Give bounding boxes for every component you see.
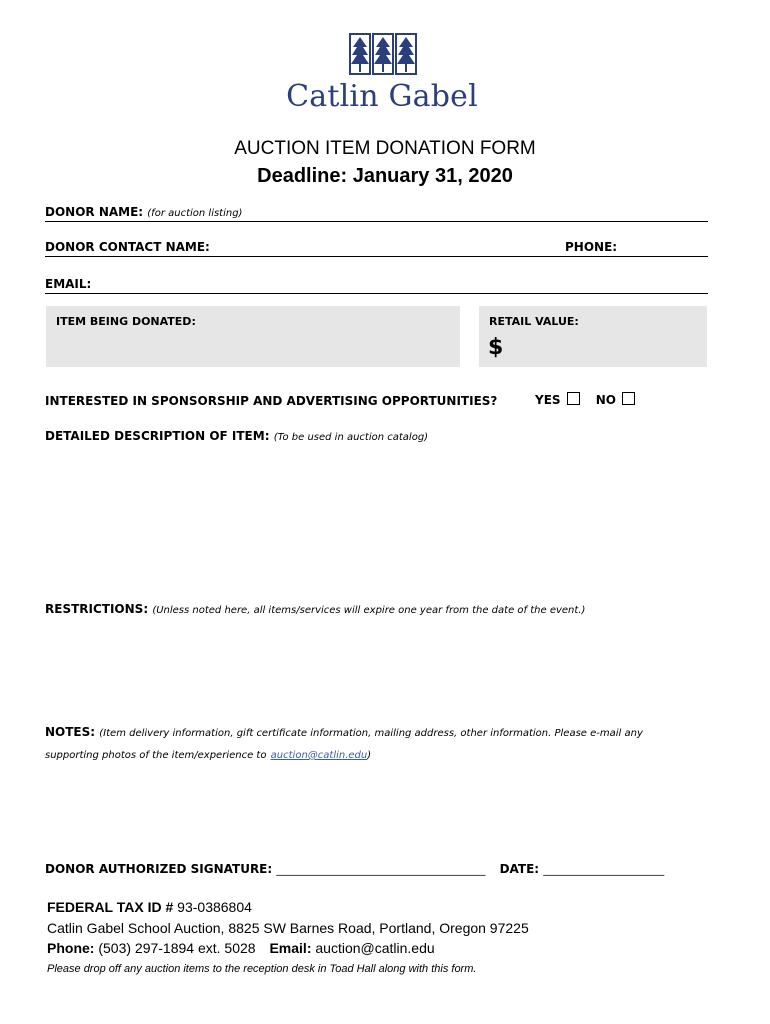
three-trees-icon xyxy=(349,33,417,75)
description-hint: (To be used in auction catalog) xyxy=(273,432,429,443)
description-field[interactable] xyxy=(45,429,428,443)
restrictions-field[interactable] xyxy=(45,602,585,616)
no-label: NO xyxy=(595,393,616,407)
dropoff-note: Please drop off any auction items to the reception desk in Toad Hall along with this form. xyxy=(47,963,477,975)
yes-checkbox[interactable] xyxy=(567,392,580,405)
tax-id-label: FEDERAL TAX ID # xyxy=(47,899,174,915)
tax-id: 93-0386804 xyxy=(177,899,252,915)
no-checkbox[interactable] xyxy=(622,392,635,405)
restrictions-label: RESTRICTIONS: xyxy=(45,602,149,616)
logo-wordmark: Catlin Gabel xyxy=(286,79,478,114)
item-donated-box[interactable] xyxy=(46,306,460,367)
notes-hint-line1: (Item delivery information, gift certificate information, mailing address, other information. Please e-mail any xyxy=(99,728,643,739)
dollar-sign: $ xyxy=(488,335,504,360)
signature-blank[interactable]: ______________________________________ xyxy=(276,863,486,876)
sponsorship-options xyxy=(535,392,635,407)
notes-field[interactable] xyxy=(45,722,735,766)
retail-value-box[interactable] xyxy=(479,306,707,367)
phone-info-label: Phone: xyxy=(47,940,95,956)
date-blank[interactable]: ______________________ xyxy=(543,863,665,876)
notes-hint-line2: supporting photos of the item/experience to xyxy=(45,750,267,761)
donor-name-line xyxy=(45,221,708,222)
email-info[interactable]: auction@catlin.edu xyxy=(315,940,435,956)
tax-id-line xyxy=(47,899,252,915)
phone-info: (503) 297-1894 ext. 5028 xyxy=(98,940,256,956)
donor-name-label: DONOR NAME: xyxy=(45,205,144,219)
retail-value-label: RETAIL VALUE: xyxy=(489,315,579,328)
signature-row xyxy=(45,862,664,876)
email-label[interactable]: EMAIL: xyxy=(45,277,92,291)
school-address: Catlin Gabel School Auction, 8825 SW Barnes Road, Portland, Oregon 97225 xyxy=(47,920,529,936)
phone-label[interactable]: PHONE: xyxy=(565,240,618,254)
notes-close-paren: ) xyxy=(367,750,372,761)
notes-email-link[interactable]: auction@catlin.edu xyxy=(270,750,368,761)
contact-line xyxy=(45,256,708,257)
contact-name-label[interactable]: DONOR CONTACT NAME: xyxy=(45,240,210,254)
yes-label: YES xyxy=(535,393,561,407)
form-title: AUCTION ITEM DONATION FORM xyxy=(234,138,536,159)
deadline: Deadline: January 31, 2020 xyxy=(257,165,513,187)
email-line xyxy=(45,293,708,294)
contact-line-info xyxy=(47,940,435,956)
sponsorship-question: INTERESTED IN SPONSORSHIP AND ADVERTISING OPPORTUNITIES? xyxy=(45,394,498,408)
email-info-label: Email: xyxy=(269,940,312,956)
restrictions-hint: (Unless noted here, all items/services will expire one year from the date of the event.) xyxy=(152,605,586,616)
donor-name-field[interactable] xyxy=(45,205,242,219)
signature-label: DONOR AUTHORIZED SIGNATURE: xyxy=(45,862,273,876)
item-donated-label: ITEM BEING DONATED: xyxy=(56,315,196,328)
notes-label: NOTES: xyxy=(45,725,96,739)
donor-name-hint: (for auction listing) xyxy=(147,208,243,219)
date-label: DATE: xyxy=(499,862,540,876)
description-label: DETAILED DESCRIPTION OF ITEM: xyxy=(45,429,270,443)
